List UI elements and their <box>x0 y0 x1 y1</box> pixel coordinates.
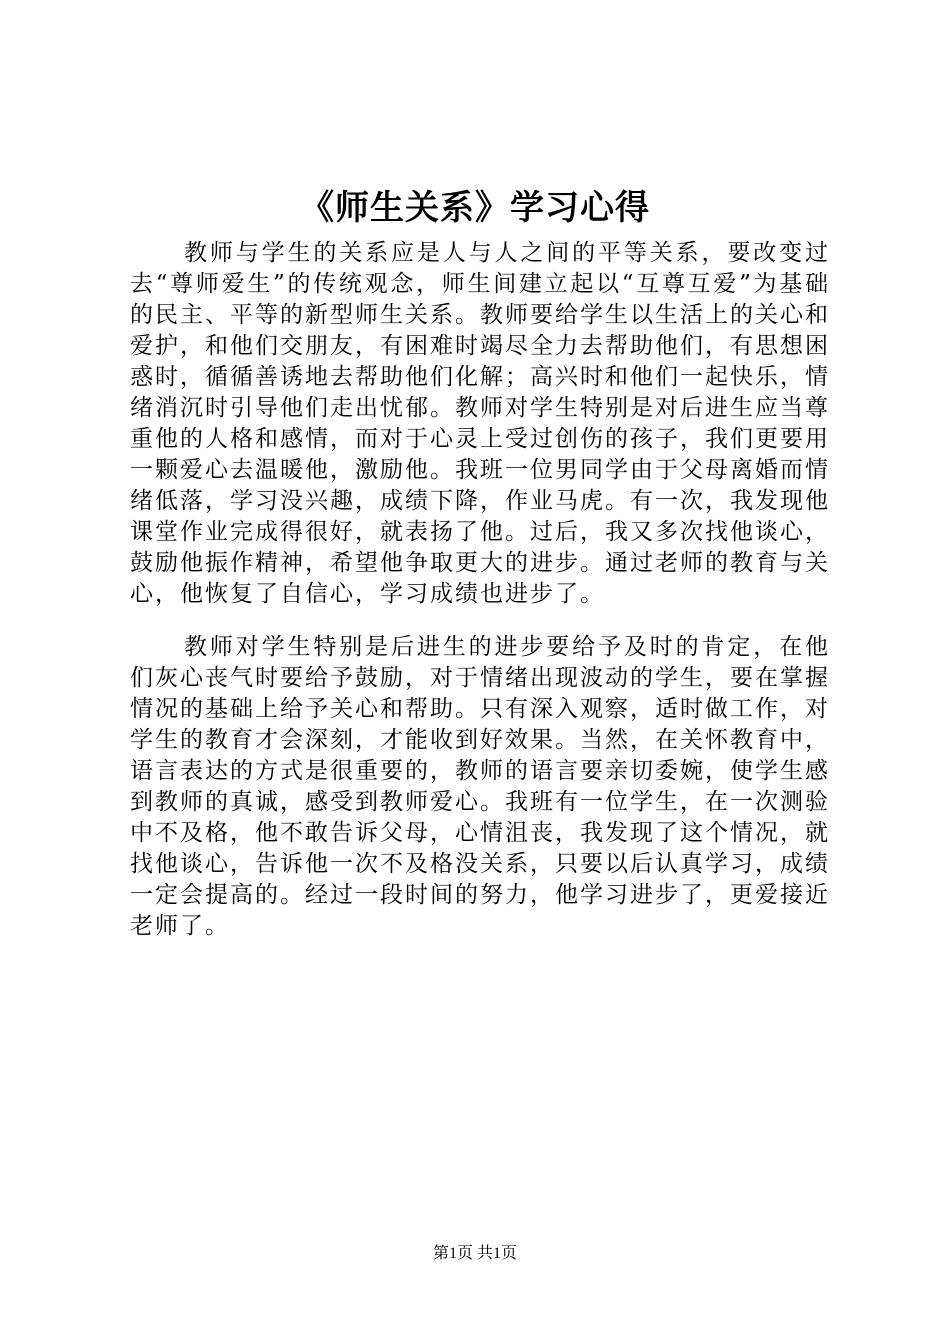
body-paragraph-1: 教师与学生的关系应是人与人之间的平等关系，要改变过去“尊师爱生”的传统观念，师生间建立起以“互尊互爱”为基础的民主、平等的新型师生关系。教师要给学生以生活上的关心和爱护，和他们交朋友，有困难时竭尽全力去帮助他们，有思想困惑时，循循善诱地去帮助他们化解；高兴时和他们一起快乐，情绪消沉时引导他们走出忧郁。教师对学生特别是对后进生应当尊重他的人格和感情，而对于心灵上受过创伤的孩子，我们更要用一颗爱心去温暖他，激励他。我班一位男同学由于父母离婚而情绪低落，学习没兴趣，成绩下降，作业马虎。有一次，我发现他课堂作业完成得很好，就表扬了他。过后，我又多次找他谈心，鼓励他振作精神，希望他争取更大的进步。通过老师的教育与关心，他恢复了自信心，学习成绩也进步了。 <box>130 240 830 607</box>
page-number-footer: 第1页 共1页 <box>432 1245 517 1262</box>
body-paragraph-2: 教师对学生特别是后进生的进步要给予及时的肯定，在他们灰心丧气时要给予鼓励，对于情绪出现波动的学生，要在掌握情况的基础上给予关心和帮助。只有深入观察，适时做工作，对学生的教育才会深刻，才能收到好效果。当然，在关怀教育中，语言表达的方式是很重要的，教师的语言要亲切委婉，使学生感到教师的真诚，感受到教师爱心。我班有一位学生，在一次测验中不及格，他不敢告诉父母，心情沮丧，我发现了这个情况，就找他谈心，告诉他一次不及格没关系，只要以后认真学习，成绩一定会提高的。经过一段时间的努力，他学习进步了，更爱接近老师了。 <box>130 634 830 939</box>
document-title: 《师生关系》学习心得 <box>300 188 650 228</box>
